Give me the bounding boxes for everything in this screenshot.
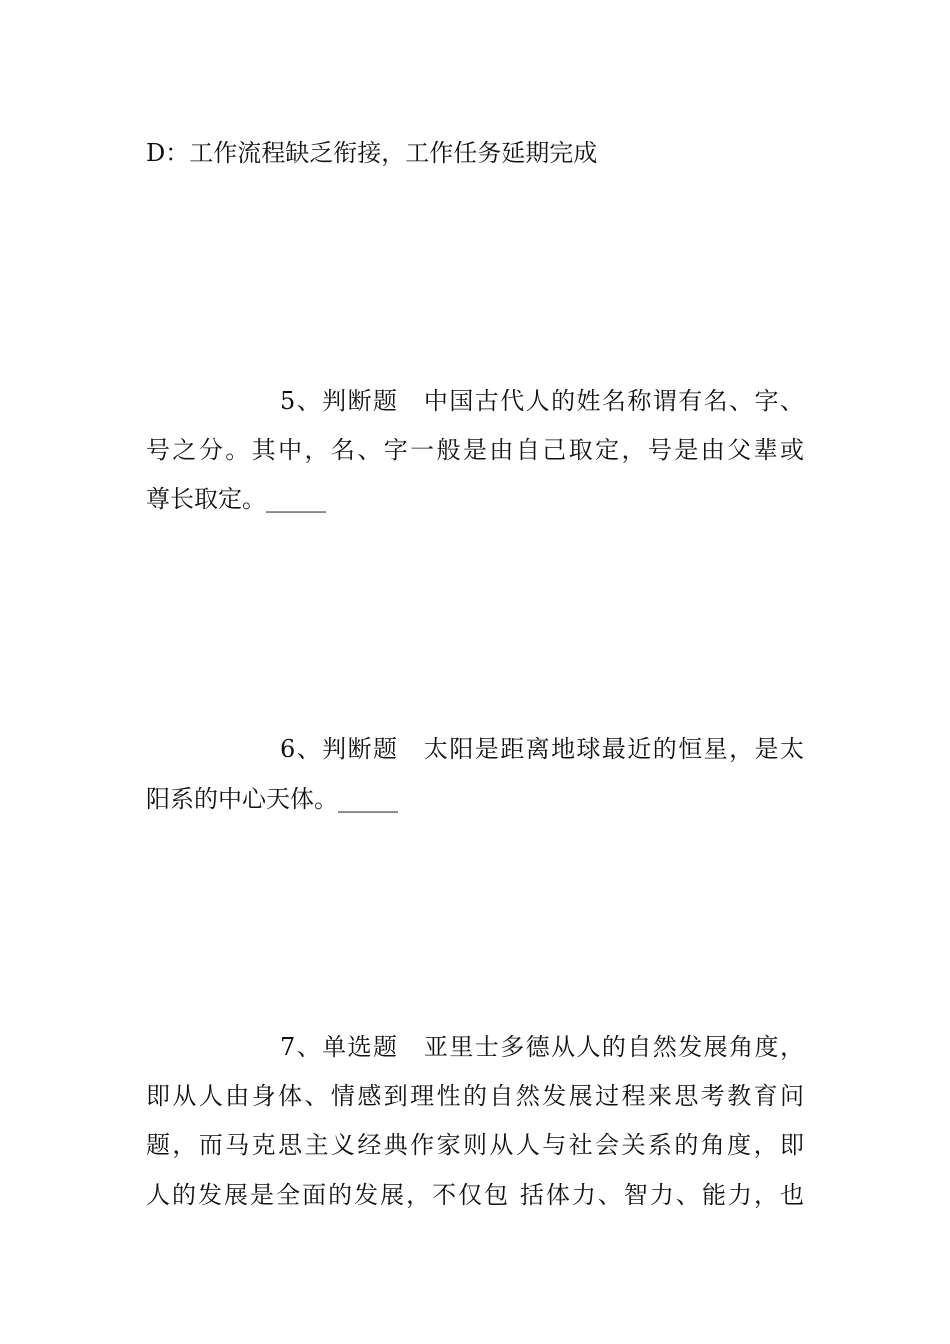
question-6-line-1: 6、判断题 太阳是距离地球最近的恒星，是太	[280, 735, 804, 763]
question-5-line-3: 尊长取定。_____	[146, 485, 326, 513]
question-5-line-1: 5、判断题 中国古代人的姓名称谓有名、字、	[280, 387, 804, 415]
option-d-text: D：工作流程缺乏衔接，工作任务延期完成	[146, 139, 598, 167]
question-6-line-2: 阳系的中心天体。_____	[146, 785, 398, 813]
question-7-line-4: 人的发展是全面的发展，不仅包 括体力、智力、能力，也	[146, 1181, 804, 1209]
question-7-line-2: 即从人由身体、情感到理性的自然发展过程来思考教育问	[146, 1082, 804, 1110]
question-7-line-1: 7、单选题 亚里士多德从人的自然发展角度，	[280, 1033, 804, 1061]
question-7-line-3: 题，而马克思主义经典作家则从人与社会关系的角度，即	[146, 1131, 804, 1159]
question-5-line-2: 号之分。其中，名、字一般是由自己取定，号是由父辈或	[146, 436, 804, 464]
